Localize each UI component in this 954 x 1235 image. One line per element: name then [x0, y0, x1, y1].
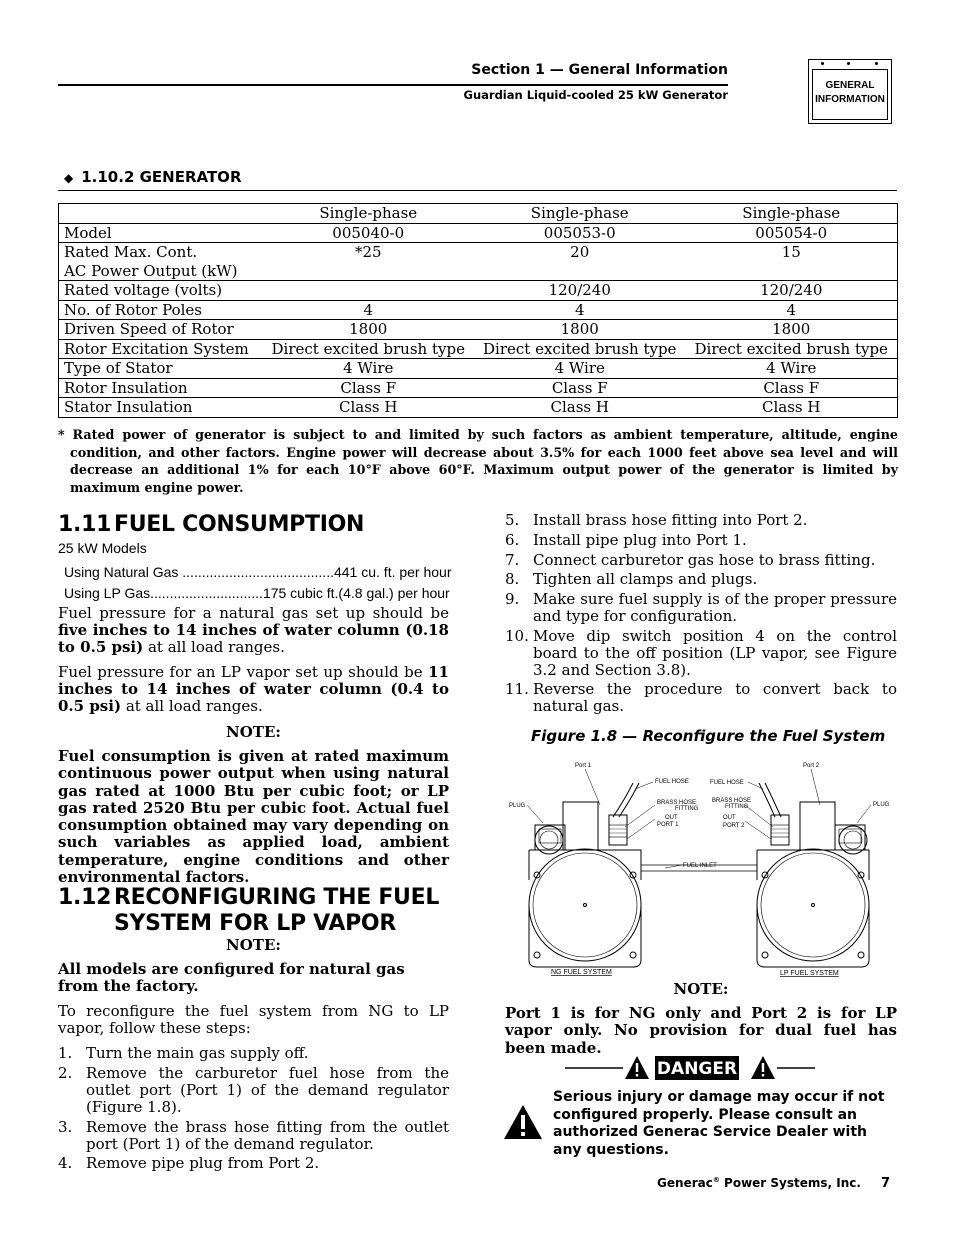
section-tab: [808, 59, 892, 124]
paragraph-text: Fuel pressure for an LP vapor set up should be: [58, 663, 429, 681]
port-note: Port 1 is for NG only and Port 2 is for LP vapor only. No provision for dual fuel has been made.: [505, 1004, 897, 1057]
table-cell-line: AC Power Output (kW): [64, 261, 238, 280]
step-text: Remove the carburetor fuel hose from the outlet port (Port 1) of the demand regulator (Figure 1.8).: [86, 1064, 449, 1116]
list-item: [505, 628, 897, 679]
brass-fitting-label-right: BRASS HOSE: [712, 798, 752, 804]
table-cell: Direct excited brush type: [263, 339, 474, 359]
section-title-text: RECONFIGURING THE FUEL: [114, 885, 440, 910]
section-title-text: FUEL CONSUMPTION: [114, 512, 365, 537]
table-cell: Driven Speed of Rotor: [59, 320, 263, 340]
paragraph-bold: 11 inches to 14 inches of water column (0.4 to 0.5 psi): [58, 663, 449, 715]
fuel-hose-label-left: FUEL HOSE: [655, 779, 689, 785]
table-cell: 005040-0: [263, 223, 474, 243]
brass-fitting-label-right-2: FITTING: [725, 804, 749, 810]
fuel-consumption-heading: [58, 512, 364, 537]
step-text: Remove the brass hose fitting from the outlet port (Port 1) of the demand regulator.: [86, 1118, 449, 1153]
table-row: [59, 398, 898, 418]
generator-rule: [58, 190, 897, 191]
step-text: Move dip switch position 4 on the control board to the off position (LP vapor, see Figure 3.2 and Section 3.8).: [533, 627, 897, 679]
table-cell: Class F: [685, 378, 897, 398]
table-cell: 1800: [474, 320, 685, 340]
table-row: [59, 223, 898, 243]
ng-regulator-body: [529, 849, 641, 961]
warning-triangle-icon: [751, 1056, 775, 1079]
document-subtitle: Guardian Liquid-cooled 25 kW Generator: [463, 88, 728, 102]
step-number: 8.: [505, 570, 520, 588]
table-cell: Rotor Insulation: [59, 378, 263, 398]
lp-regulator-body: [757, 849, 869, 961]
table-header-row: [59, 204, 898, 224]
brass-fitting-label-left: BRASS HOSE: [657, 800, 697, 806]
table-header-cell: Single-phase: [742, 204, 841, 222]
fuel-system-diagram: [505, 755, 897, 983]
leader-dots: .......................................: [178, 564, 334, 580]
plug-label-left: PLUG: [509, 803, 526, 809]
table-cell: 120/240: [685, 281, 897, 301]
table-cell: Class F: [263, 378, 474, 398]
header-rule: [58, 84, 728, 86]
step-number: 1.: [58, 1044, 73, 1062]
table-header-cell: Single-phase: [319, 204, 418, 222]
usage-label: Using LP Gas: [64, 585, 151, 601]
paragraph-text: at all load ranges.: [143, 638, 285, 656]
reconfigure-heading: [58, 885, 439, 937]
fuel-inlet-label: FUEL INLET: [683, 863, 717, 869]
natural-gas-usage: [64, 564, 452, 580]
table-cell: 4 Wire: [263, 359, 474, 379]
lp-gas-usage: [64, 585, 450, 601]
step-number: 3.: [58, 1118, 73, 1136]
table-header-cell: [59, 204, 263, 224]
step-number: 9.: [505, 590, 520, 608]
step-text: Install brass hose fitting into Port 2.: [533, 511, 808, 529]
usage-label: Using Natural Gas: [64, 564, 179, 580]
table-header-cell: Single-phase: [530, 204, 629, 222]
list-item: [505, 591, 897, 625]
note-label: NOTE:: [673, 980, 729, 998]
list-item: [505, 532, 897, 549]
out-port2-label: OUT: [723, 815, 736, 821]
paragraph-bold: five inches to 14 inches of water column (0.18 to 0.5 psi): [58, 621, 449, 656]
table-row: [59, 281, 898, 301]
step-text: Install pipe plug into Port 1.: [533, 531, 747, 549]
table-cell: 4: [263, 300, 474, 320]
table-row: [59, 320, 898, 340]
step-text: Connect carburetor gas hose to brass fitting.: [533, 551, 876, 569]
step-number: 6.: [505, 531, 520, 549]
fuel-hose-label-right: FUEL HOSE: [710, 780, 744, 786]
table-cell: 20: [474, 243, 685, 281]
table-row: [59, 359, 898, 379]
table-cell: 1800: [263, 320, 474, 340]
table-cell: Class H: [263, 398, 474, 418]
plug-label-right: PLUG: [873, 802, 890, 808]
table-cell: [263, 281, 474, 301]
ng-system-label: NG FUEL SYSTEM: [551, 969, 612, 976]
section-title-text: SYSTEM FOR LP VAPOR: [114, 911, 396, 936]
paragraph-text: Fuel pressure for a natural gas set up should be: [58, 604, 449, 622]
list-item: [505, 512, 897, 529]
models-label: 25 kW Models: [58, 540, 147, 556]
page-number: 7: [880, 1176, 890, 1191]
generator-footnote: * Rated power of generator is subject to and limited by such factors as ambient temperature, altitude, engine condition, and other factors. Engine power will decrease about 3.5% for each 1000 feet above sea level and will decrease an additional 1% for each 10°F above 60°F. Maximum output power of the generator is limited by maximum engine power.: [58, 427, 898, 495]
brass-fitting-label-left-2: FITTING: [675, 806, 699, 812]
tab-label-line2: INFORMATION: [815, 94, 885, 105]
step-text: Tighten all clamps and plugs.: [533, 570, 758, 588]
port1-label: Port 1: [575, 763, 592, 769]
tab-hole-icon: [847, 62, 850, 65]
out-port2-label-2: PORT 2: [723, 823, 745, 829]
step-text: Make sure fuel supply is of the proper pressure and type for configuration.: [533, 590, 897, 625]
step-number: 11.: [505, 680, 529, 698]
table-cell-line: Rated Max. Cont.: [64, 243, 198, 261]
tab-label-line1: GENERAL: [825, 80, 875, 91]
table-row: [59, 339, 898, 359]
leader-dots: .............................: [150, 585, 263, 601]
table-cell: 4 Wire: [474, 359, 685, 379]
tab-label: [812, 69, 888, 120]
step-number: 4.: [58, 1154, 73, 1172]
table-cell: Rated voltage (volts): [59, 281, 263, 301]
list-item: [505, 571, 897, 588]
section-number: 1.11: [58, 512, 112, 537]
table-cell: 005053-0: [474, 223, 685, 243]
generator-heading: [64, 168, 242, 186]
paragraph-text: at all load ranges.: [121, 697, 263, 715]
table-cell: Class F: [474, 378, 685, 398]
figure-caption: Figure 1.8 — Reconfigure the Fuel System: [531, 727, 886, 745]
port2-label: Port 2: [803, 763, 820, 769]
generator-spec-table: [58, 203, 898, 418]
table-cell: Direct excited brush type: [474, 339, 685, 359]
table-cell: Direct excited brush type: [685, 339, 897, 359]
table-cell: *25: [263, 243, 474, 281]
table-row: [59, 378, 898, 398]
lp-pressure-paragraph: [58, 664, 449, 715]
list-item: [505, 552, 897, 569]
table-cell: 1800: [685, 320, 897, 340]
section-title: Section 1 — General Information: [471, 62, 728, 78]
warning-triangle-icon: [625, 1056, 649, 1079]
table-cell: Rotor Excitation System: [59, 339, 263, 359]
list-item: [58, 1045, 449, 1062]
registered-mark: ®: [712, 1176, 720, 1184]
step-number: 5.: [505, 511, 520, 529]
out-port1-label: OUT: [665, 815, 678, 821]
table-cell: 005054-0: [685, 223, 897, 243]
table-cell: Class H: [685, 398, 897, 418]
tab-hole-icon: [875, 62, 878, 65]
ng-port-housing: [563, 802, 598, 850]
step-text: Remove pipe plug from Port 2.: [86, 1154, 320, 1172]
step-number: 10.: [505, 627, 529, 645]
table-cell: 4 Wire: [685, 359, 897, 379]
danger-warning-text: Serious injury or damage may occur if not configured properly. Please consult an authorized Generac Service Dealer with any questions.: [553, 1089, 885, 1158]
note-label: NOTE:: [226, 936, 281, 954]
footer-company: Generac: [657, 1176, 713, 1190]
lp-port-housing: [800, 802, 835, 850]
footer-company-rest: Power Systems, Inc.: [719, 1176, 861, 1190]
note-label: NOTE:: [226, 723, 281, 741]
table-cell: Type of Stator: [59, 359, 263, 379]
step-number: 2.: [58, 1064, 73, 1082]
danger-banner: [565, 1055, 815, 1081]
warning-triangle-icon: [503, 1104, 543, 1140]
tab-hole-icon: [821, 62, 824, 65]
table-row: [59, 300, 898, 320]
step-text: Turn the main gas supply off.: [86, 1044, 309, 1062]
list-item: [58, 1119, 449, 1153]
list-item: [505, 681, 897, 715]
table-cell: 120/240: [474, 281, 685, 301]
generator-heading-text: 1.10.2 GENERATOR: [81, 168, 242, 186]
list-item: [58, 1155, 449, 1172]
table-row: [59, 243, 898, 281]
step-number: 7.: [505, 551, 520, 569]
diamond-bullet-icon: ◆: [64, 171, 74, 185]
step-text: Reverse the procedure to convert back to natural gas.: [533, 680, 897, 715]
reconfigure-intro: To reconfigure the fuel system from NG to LP vapor, follow these steps:: [58, 1002, 449, 1037]
section-number: 1.12: [58, 885, 112, 910]
fuel-note: Fuel consumption is given at rated maximum continuous power output when using natural gas rated at 1000 Btu per cubic foot; or LP gas rated 2520 Btu per cubic foot. Actual fuel consumption obtained may vary depending on such variables as applied load, ambient temperature, engine conditions and other environmental factors.: [58, 747, 449, 887]
out-port1-label-2: PORT 1: [657, 822, 679, 828]
lp-system-label: LP FUEL SYSTEM: [780, 970, 839, 977]
list-item: [58, 1065, 449, 1116]
usage-value: 175 cubic ft.(4.8 gal.) per hour: [262, 585, 450, 601]
table-cell: [59, 243, 263, 281]
table-cell: Stator Insulation: [59, 398, 263, 418]
table-cell: No. of Rotor Poles: [59, 300, 263, 320]
factory-config-note: All models are configured for natural gas from the factory.: [58, 960, 405, 996]
page-footer: [560, 1176, 890, 1191]
table-cell: Model: [59, 223, 263, 243]
ng-pressure-paragraph: [58, 605, 449, 656]
table-cell: Class H: [474, 398, 685, 418]
table-cell: 4: [685, 300, 897, 320]
danger-label: DANGER: [656, 1059, 738, 1079]
usage-value: 441 cu. ft. per hour: [333, 564, 452, 580]
table-cell: 4: [474, 300, 685, 320]
table-cell: 15: [685, 243, 897, 281]
